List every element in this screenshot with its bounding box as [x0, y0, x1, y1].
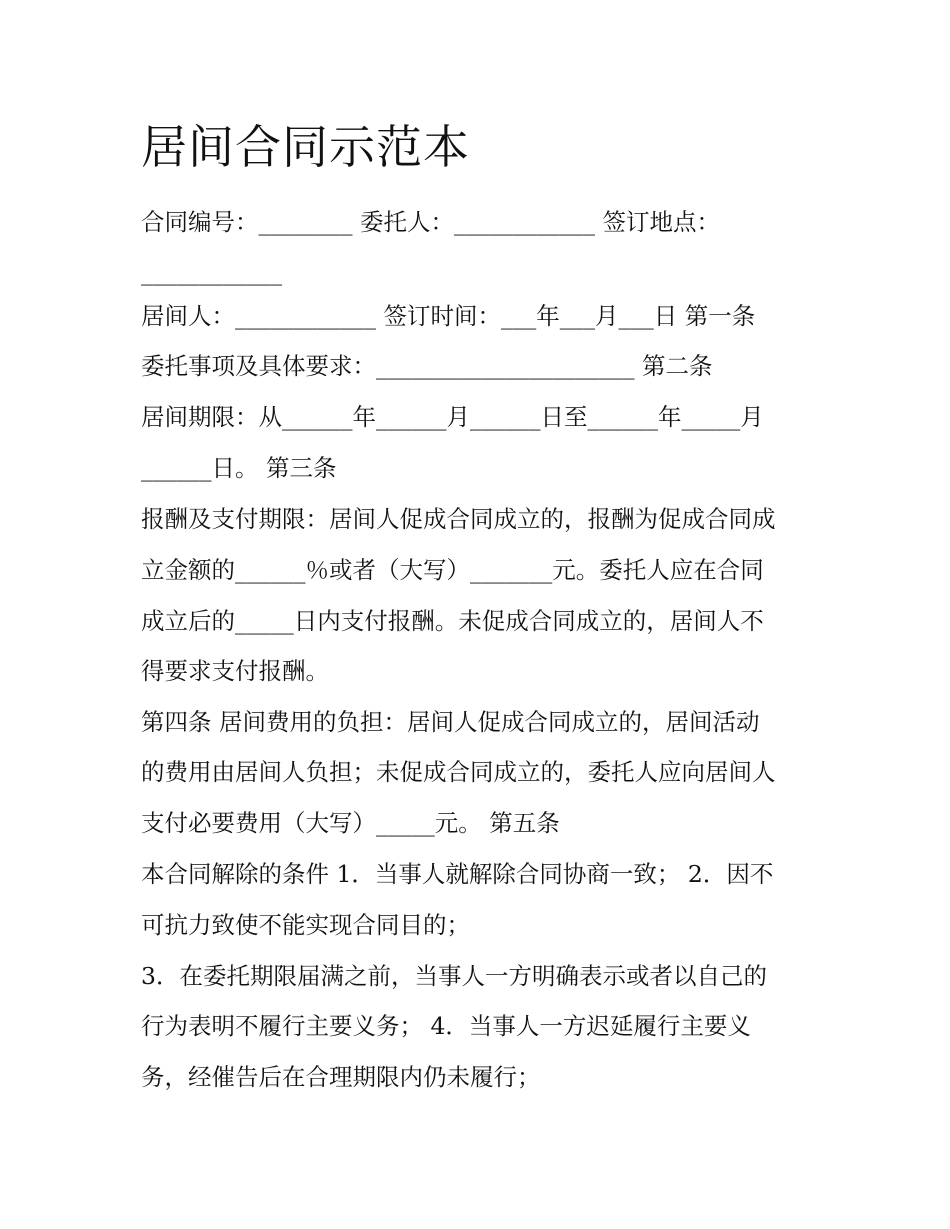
line-expenses-2: 的费用由居间人负担；未促成合同成立的，委托人应向居间人	[141, 758, 776, 786]
line-termination-3: 3．在委托期限届满之前，当事人一方明确表示或者以自己的	[141, 962, 767, 990]
line-expenses-1: 第四条 居间费用的负担：居间人促成合同成立的，居间活动	[141, 708, 760, 736]
line-entrusted-matters: 委托事项及具体要求：______________________ 第二条	[141, 352, 713, 380]
line-remuneration-2: 立金额的______％或者（大写）_______元。委托人应在合同	[141, 556, 764, 584]
line-termination-4: 行为表明不履行主要义务； 4．当事人一方迟延履行主要义	[141, 1012, 751, 1040]
line-termination-5: 务，经催告后在合理期限内仍未履行；	[141, 1063, 541, 1091]
line-contract-number: 合同编号：________ 委托人：____________ 签订地点：	[141, 208, 720, 236]
line-period: 居间期限：从______年______月______日至______年_____月	[141, 403, 764, 431]
line-intermediary: 居间人：____________ 签订时间：___年___月___日 第一条	[141, 302, 756, 330]
line-termination-2: 可抗力致使不能实现合同目的；	[141, 911, 470, 939]
line-expenses-3: 支付必要费用（大写）_____元。 第五条	[141, 809, 560, 837]
line-signing-place-blank: ____________	[141, 258, 282, 286]
document-title: 居间合同示范本	[141, 120, 470, 174]
line-remuneration-3: 成立后的_____日内支付报酬。未促成合同成立的，居间人不	[141, 607, 764, 635]
line-remuneration-4: 得要求支付报酬。	[141, 657, 329, 685]
line-remuneration-1: 报酬及支付期限：居间人促成合同成立的，报酬为促成合同成	[141, 505, 776, 533]
line-termination-1: 本合同解除的条件 1．当事人就解除合同协商一致； 2．因不	[141, 860, 774, 888]
line-period-end: ______日。 第三条	[141, 454, 337, 482]
